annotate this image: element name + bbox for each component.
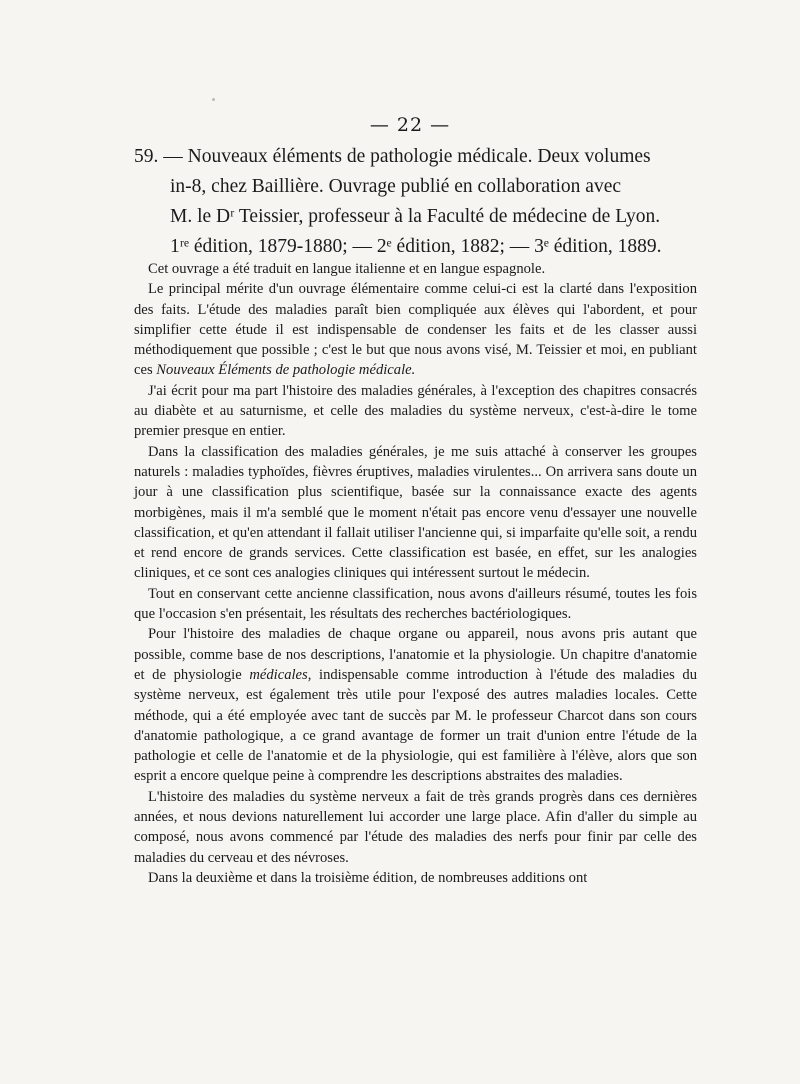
paragraph-anatomy-text: Pour l'histoire des maladies de chaque organe ou appareil, nous avons pris autant que possible, comme base de nos descriptions, l'anatomie et la physiologie. Un chapitre d'anatomie et de physiologie — [134, 626, 697, 683]
page-number: — 22 — — [369, 114, 451, 136]
entry-number: 59. — [134, 146, 159, 167]
paragraph-nervous-system: L'histoire des maladies du système nerveux a fait de très grands progrès dans ces dernières années, et nous devions naturellement lui accorder une large place. Afin d'aller du simple au composé, nous avons commencé par l'étude des maladies des nerfs pour finir par celle des maladies du cerveau et des névroses. — [134, 788, 697, 866]
paragraph-anatomy — [134, 624, 697, 786]
paragraph-merit-italic: Nouveaux Éléments de pathologie médicale. — [156, 362, 416, 379]
paragraph-editions: Dans la deuxième et dans la troisième édition, de nombreuses additions ont — [148, 869, 588, 886]
entry-title-line: — Nouveaux éléments de pathologie médicale. Deux volumes — [163, 146, 651, 167]
paragraph-classification: Dans la classification des maladies générales, je me suis attaché à conserver les groupes naturels : maladies typhoïdes, fièvres éruptives, maladies virulentes... On arrivera sans doute un jour à une classification plus scientifique, basée sur la connaissance exacte des agents morbigènes, mais il m'a semblé que le moment n'était pas encore venu d'essayer une nouvelle classification, et qu'en attendant il fallait utiliser l'ancienne qui, si imparfaite qu'elle soit, a rendu et rend encore de grands services. Cette classification est basée, en effet, sur les analogies cliniques, et ce sont ces analogies cliniques qui intéressent surtout le médecin. — [134, 443, 697, 582]
paragraph-merit-text: Le principal mérite d'un ouvrage élémentaire comme celui-ci est la clarté dans l'exposition des faits. L'étude des maladies paraît bien compliquée aux élèves qui l'abordent, et pour simplifier cette étude il est indispensable de condenser les faits et de les classer aussi méthodiquement que possible ; c'est le but que nous avons visé, M. Teissier et moi, en publiant ces — [134, 281, 697, 379]
entry-line-2: in-8, chez Baillière. Ouvrage publié en collaboration avec — [170, 176, 622, 197]
bibliography-entry — [134, 142, 694, 262]
paragraph-anatomy-italic: médicales, — [249, 666, 312, 683]
body-text — [134, 259, 697, 888]
entry-line-1 — [134, 142, 694, 172]
paragraph-translation: Cet ouvrage a été traduit en langue italienne et en langue espagnole. — [148, 261, 546, 277]
paragraph-anatomy-tail: indispensable comme introduction à l'étude des maladies du système nerveux, est également très utile pour l'exposé des autres maladies locales. Cette méthode, qui a été employée avec tant de succès par M. le professeur Charcot dans son cours d'anatomie pathologique, a ce grand avantage de former un trait d'union entre l'étude de la pathologie et celle de l'anatomie et de la physiologie, qui est familière à l'élève, alors que son esprit a encore quelque peine à comprendre les descriptions abstraites des maladies. — [134, 666, 697, 785]
entry-line-3: M. le Dʳ Teissier, professeur à la Faculté de médecine de Lyon. — [170, 206, 661, 227]
paragraph-authorship: J'ai écrit pour ma part l'histoire des maladies générales, à l'exception des chapitres consacrés au diabète et au saturnisme, et celle des maladies du système nerveux, c'est-à-dire le tome premier presque en entier. — [134, 382, 697, 440]
ink-speck — [212, 98, 215, 101]
entry-line-4: 1ʳᵉ édition, 1879-1880; — 2ᵉ édition, 1882; — 3ᵉ édition, 1889. — [170, 236, 662, 257]
paragraph-bacteriology: Tout en conservant cette ancienne classification, nous avons d'ailleurs résumé, toutes les fois que l'occasion s'en présentait, les résultats des recherches bactériologiques. — [134, 585, 697, 623]
paragraph-merit — [134, 279, 697, 380]
